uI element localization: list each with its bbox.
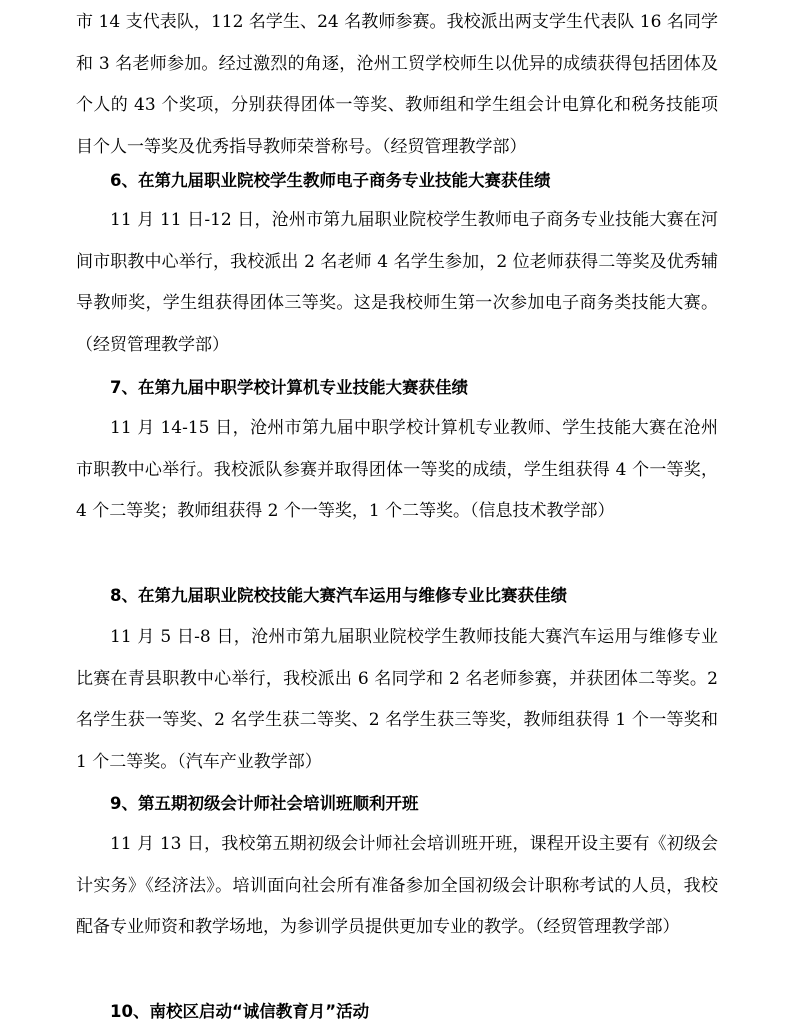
section-8-body: 11 月 5 日-8 日，沧州市第九届职业院校学生教师技能大赛汽车运用与维修专业比赛在青县职教中心举行，我校派出 6 名同学和 2 名老师参赛，并获团体二等奖。2 名学生获一等奖、2 名学生获二等奖、2 名学生获三等奖，教师组获得 1 个一等奖和 1 个二等奖。（汽车产业教学部）: [76, 627, 718, 772]
section-9-body: 11 月 13 日，我校第五期初级会计师社会培训班开班，课程开设主要有《初级会计实务》《经济法》。培训面向社会所有准备参加全国初级会计职称考试的人员，我校配备专业师资和教学场地，为参训学员提供更加专业的教学。（经贸管理教学部）: [76, 834, 718, 938]
section-7-heading: 7、在第九届中职学校计算机专业技能大赛获佳绩: [110, 378, 468, 397]
section-8-heading: 8、在第九届职业院校技能大赛汽车运用与维修专业比赛获佳绩: [110, 586, 567, 605]
section-9-heading: 9、第五期初级会计师社会培训班顺利开班: [110, 794, 419, 813]
section-6-heading: 6、在第九届职业院校学生教师电子商务专业技能大赛获佳绩: [110, 171, 551, 190]
intro-paragraph: 市 14 支代表队，112 名学生、24 名教师参赛。我校派出两支学生代表队 16 名同学和 3 名老师参加。经过激烈的角逐，沧州工贸学校师生以优异的成绩获得包括团体及个人的 43 个奖项，分别获得团体一等奖、教师组和学生组会计电算化和税务技能项目个人一等奖及优秀指导教师荣誉称号。（经贸管理教学部）: [76, 12, 718, 157]
section-10-heading: 10、南校区启动“诚信教育月”活动: [110, 1002, 370, 1021]
section-7-body: 11 月 14-15 日，沧州市第九届中职学校计算机专业教师、学生技能大赛在沧州市职教中心举行。我校派队参赛并取得团体一等奖的成绩，学生组获得 4 个一等奖，4 个二等奖；教师组获得 2 个一等奖，1 个二等奖。（信息技术教学部）: [76, 418, 718, 522]
section-6-body: 11 月 11 日-12 日，沧州市第九届职业院校学生教师电子商务专业技能大赛在河间市职教中心举行，我校派出 2 名老师 4 名学生参加，2 位老师获得二等奖及优秀辅导教师奖，学生组获得团体三等奖。这是我校师生第一次参加电子商务类技能大赛。（经贸管理教学部）: [76, 210, 718, 355]
